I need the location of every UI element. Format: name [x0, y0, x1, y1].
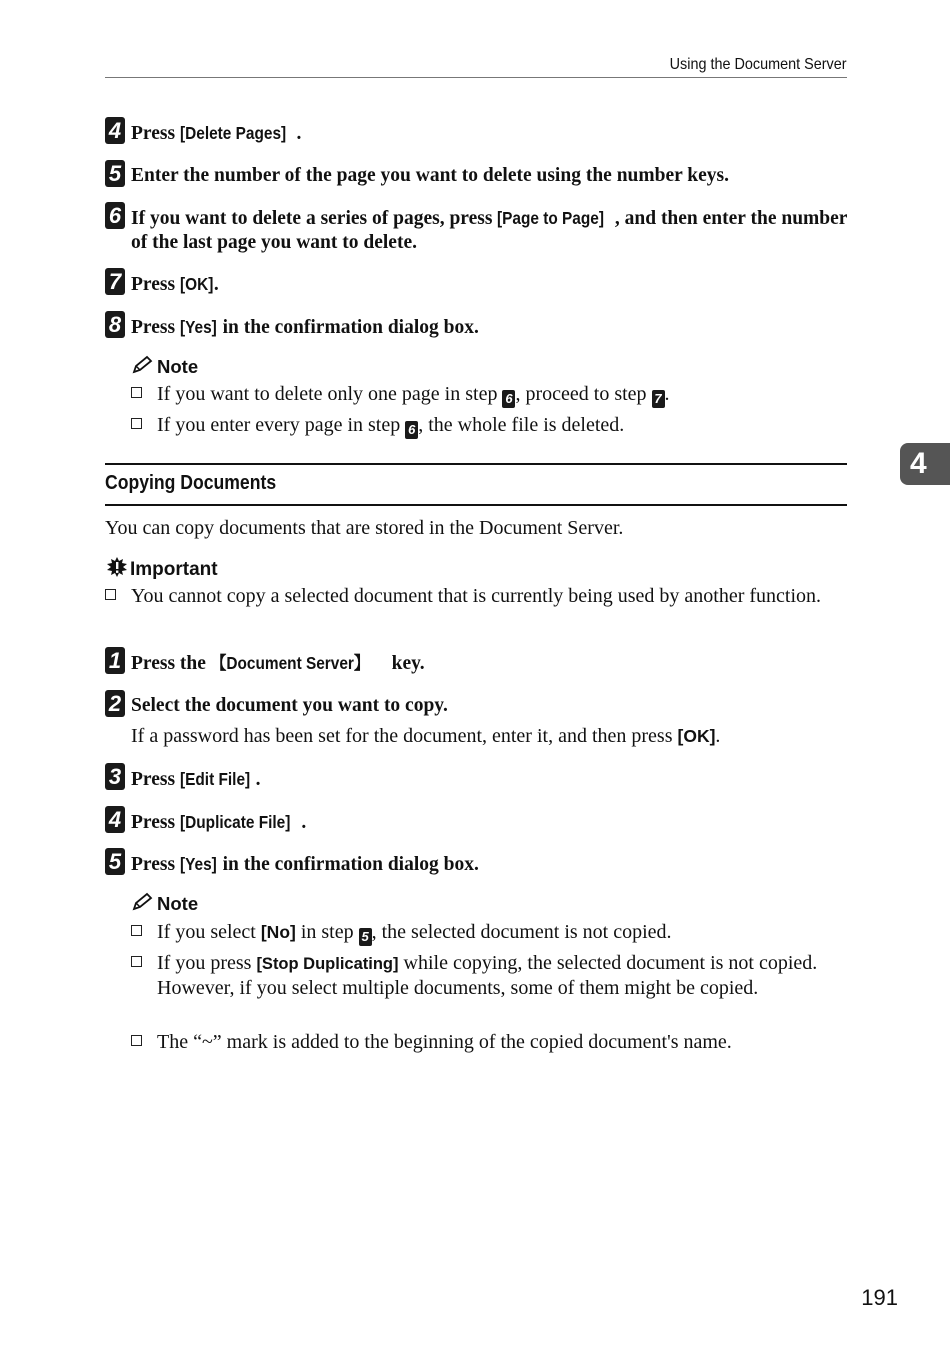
step-text: Press	[131, 854, 180, 875]
important-item	[105, 584, 850, 608]
key-label: [Stop Duplicating]	[256, 955, 399, 973]
step-number: 4	[105, 806, 125, 833]
section-rule-bottom	[105, 504, 847, 506]
checkbox-bullet-icon	[131, 387, 142, 398]
checkbox-bullet-icon	[131, 1035, 142, 1046]
step-text: Press	[131, 769, 180, 790]
step-text: in the confirmation dialog box.	[217, 317, 479, 338]
key-label: [Edit File]	[179, 769, 251, 789]
pencil-icon	[131, 892, 153, 912]
note-text: , proceed to step	[515, 383, 652, 405]
page-number: 191	[861, 1285, 898, 1310]
note-text: .	[664, 383, 670, 405]
step-delete-5	[105, 161, 850, 188]
important-heading	[105, 556, 218, 581]
step-text: Press	[131, 274, 180, 295]
step-text: If you want to delete a series of pages, press	[131, 208, 498, 229]
step-text: Press	[131, 812, 180, 833]
step-number: 5	[105, 160, 125, 187]
detail-text: If a password has been set for the document, enter it, and then press	[131, 725, 678, 747]
step-ref-icon: 6	[502, 390, 515, 408]
key-label: 【Document Server】	[210, 653, 370, 673]
checkbox-bullet-icon	[131, 418, 142, 429]
note-text: in step	[295, 921, 359, 943]
section-title: Copying Documents	[105, 472, 277, 494]
note-text: , the whole file is deleted.	[418, 414, 625, 436]
step-number: 8	[105, 311, 125, 338]
section-intro: You can copy documents that are stored in the Document Server.	[105, 517, 624, 539]
note-text: , the selected document is not copied.	[371, 921, 672, 943]
key-label: [Delete Pages]	[179, 123, 287, 143]
step-text: .	[301, 812, 307, 833]
running-header: Using the Document Server	[670, 56, 847, 73]
step-text: .	[296, 123, 302, 144]
detail-text: .	[715, 725, 721, 747]
step-number: 6	[105, 202, 125, 229]
key-label: [Page to Page]	[497, 208, 605, 228]
step-number: 1	[105, 647, 125, 674]
note-item	[131, 1030, 851, 1054]
key-label: [Yes]	[179, 854, 217, 874]
note-text: while copying, the selected document is not copied. However, if you select multiple documents, some of them might be copied.	[157, 952, 818, 999]
note-item	[131, 920, 851, 946]
step-text: Press the	[131, 653, 211, 674]
step-number: 3	[105, 763, 125, 790]
step-ref-icon: 5	[359, 928, 372, 946]
step-ref-icon: 7	[652, 390, 665, 408]
key-label: [No]	[260, 922, 296, 942]
note-text: If you select	[157, 921, 261, 943]
note-item	[131, 951, 851, 1000]
step-copy-3	[105, 764, 850, 792]
section-rule-top	[105, 463, 847, 465]
note-text: The “~” mark is added to the beginning of the copied document's name.	[157, 1031, 732, 1053]
step-copy-1	[105, 648, 850, 676]
checkbox-bullet-icon	[131, 956, 142, 967]
important-icon	[105, 556, 129, 578]
note-text: If you want to delete only one page in step	[157, 383, 503, 405]
key-label: [Yes]	[179, 317, 217, 337]
step-copy-4	[105, 807, 850, 835]
key-label: [Duplicate File]	[179, 812, 291, 832]
step-copy-5	[105, 849, 850, 877]
step-text: key.	[386, 653, 425, 674]
step-text: Enter the number of the page you want to delete using the number keys.	[131, 165, 730, 186]
step-number: 5	[105, 848, 125, 875]
chapter-tab: 4	[900, 443, 950, 485]
checkbox-bullet-icon	[105, 589, 116, 600]
step-ref-icon: 6	[405, 421, 418, 439]
step-text: .	[255, 769, 261, 790]
step-copy-2-detail	[131, 724, 851, 748]
pencil-icon	[131, 355, 153, 375]
note-heading	[131, 892, 198, 915]
step-delete-7	[105, 269, 850, 297]
important-heading-text: Important	[130, 559, 218, 580]
header-rule	[105, 77, 847, 78]
key-label: [OK]	[179, 274, 214, 294]
step-copy-2	[105, 691, 850, 718]
step-text: Select the document you want to copy.	[131, 695, 448, 716]
step-text: Press	[131, 317, 180, 338]
key-label: [OK]	[677, 726, 716, 746]
checkbox-bullet-icon	[131, 925, 142, 936]
important-text: You cannot copy a selected document that is currently being used by another function.	[131, 585, 822, 607]
step-delete-8	[105, 312, 850, 340]
note-item	[131, 382, 851, 408]
step-number: 2	[105, 690, 125, 717]
note-heading	[131, 355, 198, 378]
step-text: , and then enter the number of the last page you want to delete.	[131, 208, 848, 253]
note-text: If you enter every page in step	[157, 414, 406, 436]
step-text: .	[213, 274, 219, 295]
note-heading-text: Note	[157, 356, 199, 377]
note-item	[131, 413, 851, 439]
step-text: Press	[131, 123, 180, 144]
step-delete-6	[105, 203, 850, 255]
step-delete-4	[105, 118, 850, 146]
step-number: 7	[105, 268, 125, 295]
note-heading-text: Note	[157, 893, 199, 914]
step-text: in the confirmation dialog box.	[217, 854, 479, 875]
note-text: If you press	[157, 952, 257, 974]
step-number: 4	[105, 117, 125, 144]
